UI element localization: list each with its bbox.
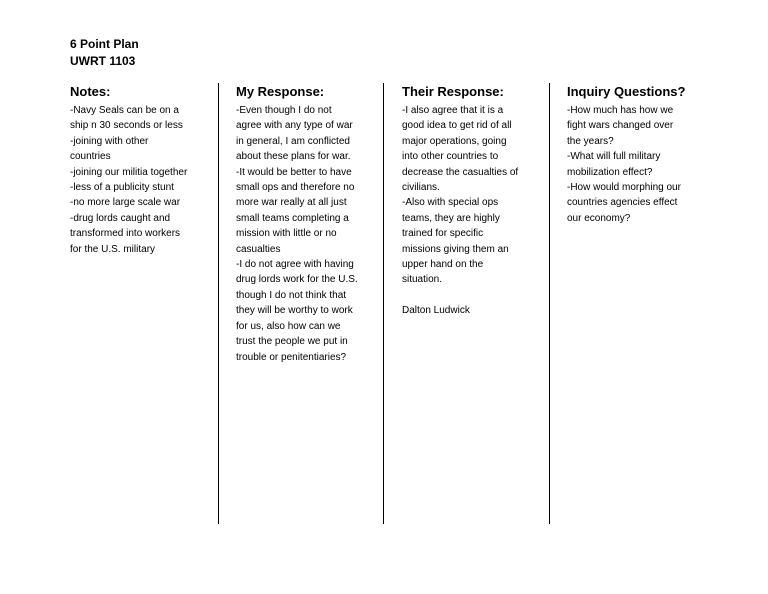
inquiry-line: countries agencies effect [567, 197, 678, 209]
their-response-line: -Also with special ops [402, 197, 499, 209]
my-response-body [236, 103, 396, 365]
inquiry-line: fight wars changed over [567, 120, 674, 132]
their-response-line: major operations, going [402, 135, 507, 147]
my-response-line: small teams completing a [236, 212, 349, 224]
their-response-body [402, 103, 562, 319]
plan-title: 6 Point Plan [70, 37, 139, 51]
my-response-line: drug lords work for the U.S. [236, 274, 358, 286]
their-response-heading: Their Response: [402, 84, 504, 99]
their-response-line: civilians. [402, 182, 440, 194]
their-response-line: -I also agree that it is a [402, 105, 504, 116]
my-response-line: they will be worthy to work [236, 305, 353, 317]
their-response-line: into other countries to [402, 151, 499, 163]
my-response-line: about these plans for war. [236, 151, 351, 163]
my-response-column [236, 84, 396, 365]
notes-line: transformed into workers [70, 228, 181, 240]
their-response-column [402, 84, 562, 319]
my-response-line: agree with any type of war [236, 120, 353, 132]
their-response-line: upper hand on the [402, 259, 484, 271]
notes-line: -no more large scale war [70, 197, 181, 209]
inquiry-line: -How would morphing our [567, 182, 681, 194]
inquiry-body [567, 103, 727, 226]
inquiry-line: the years? [567, 135, 614, 147]
course-code: UWRT 1103 [70, 54, 136, 68]
my-response-line: mission with little or no [236, 228, 337, 240]
my-response-line: more war really at all just [236, 197, 347, 209]
my-response-line: small ops and therefore no [236, 182, 355, 194]
their-response-line: trained for specific [402, 228, 484, 240]
my-response-line: -It would be better to have [236, 166, 352, 178]
inquiry-line: -What will full military [567, 151, 661, 163]
inquiry-line: our economy? [567, 212, 631, 224]
my-response-heading: My Response: [236, 84, 325, 99]
notes-line: -Navy Seals can be on a [70, 105, 179, 116]
inquiry-heading: Inquiry Questions? [567, 84, 686, 99]
page-title [70, 36, 139, 70]
their-response-line: missions giving them an [402, 243, 509, 255]
inquiry-line: -How much has how we [567, 105, 674, 116]
inquiry-column [567, 84, 727, 226]
my-response-line: for us, also how can we [236, 320, 341, 332]
notes-line: for the U.S. military [70, 243, 156, 255]
my-response-line: trouble or penitentiaries? [236, 351, 347, 363]
notes-line: ship n 30 seconds or less [70, 120, 183, 132]
my-response-line: trust the people we put in [236, 336, 348, 348]
my-response-line: though I do not think that [236, 289, 347, 301]
notes-line: countries [70, 151, 111, 163]
my-response-line: in general, I am conflicted [236, 135, 350, 147]
their-response-line: teams, they are highly [402, 212, 500, 224]
my-response-line: -Even though I do not [236, 105, 332, 116]
inquiry-line: mobilization effect? [567, 166, 653, 178]
signature: Dalton Ludwick [402, 305, 470, 317]
paragraph-gap [402, 288, 562, 303]
their-response-line: decrease the casualties of [402, 166, 519, 178]
notes-line: -joining our militia together [70, 166, 188, 178]
notes-line: -less of a publicity stunt [70, 182, 174, 194]
notes-heading: Notes: [70, 84, 111, 99]
my-response-line: -I do not agree with having [236, 259, 354, 271]
notes-line: -drug lords caught and [70, 212, 171, 224]
notes-line: -joining with other [70, 135, 149, 147]
their-response-line: good idea to get rid of all [402, 120, 512, 132]
my-response-line: casualties [236, 243, 281, 255]
their-response-line: situation. [402, 274, 443, 286]
notes-body [70, 103, 230, 257]
notes-column [70, 84, 230, 257]
